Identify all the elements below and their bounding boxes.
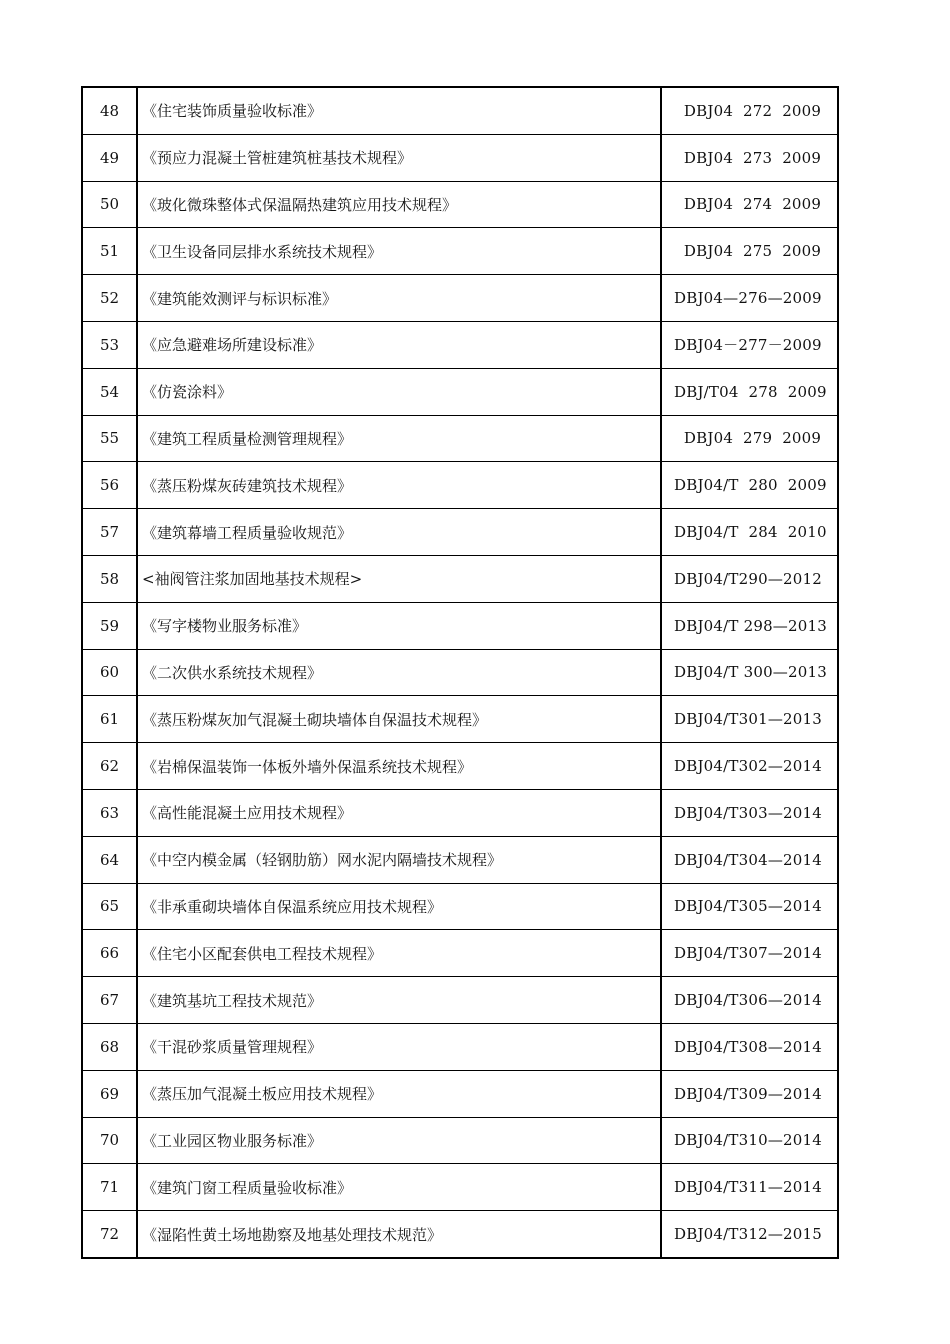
standard-code: DBJ04/T305—2014	[661, 883, 838, 930]
standard-title: 《建筑门窗工程质量验收标准》	[137, 1164, 661, 1211]
row-number: 66	[82, 930, 137, 977]
standard-code: DBJ04/T 298—2013	[661, 602, 838, 649]
table-row	[82, 789, 838, 836]
row-number: 50	[82, 181, 137, 228]
standard-code: DBJ04/T304—2014	[661, 836, 838, 883]
standard-title: 《住宅装饰质量验收标准》	[137, 87, 661, 134]
standards-table-body	[82, 87, 838, 1258]
standard-code: DBJ04/T308—2014	[661, 1023, 838, 1070]
row-number: 72	[82, 1211, 137, 1258]
standard-code: DBJ04 274 2009	[661, 181, 838, 228]
standard-title: 《高性能混凝土应用技术规程》	[137, 789, 661, 836]
row-number: 55	[82, 415, 137, 462]
table-row	[82, 977, 838, 1024]
row-number: 57	[82, 509, 137, 556]
row-number: 53	[82, 321, 137, 368]
standard-title: 《仿瓷涂料》	[137, 368, 661, 415]
table-row	[82, 181, 838, 228]
standard-title: 《建筑工程质量检测管理规程》	[137, 415, 661, 462]
table-row	[82, 930, 838, 977]
standard-title: 《应急避难场所建设标准》	[137, 321, 661, 368]
table-row	[82, 87, 838, 134]
table-row	[82, 649, 838, 696]
standard-code: DBJ04 273 2009	[661, 134, 838, 181]
standard-title: <袖阀管注浆加固地基技术规程>	[137, 555, 661, 602]
row-number: 62	[82, 743, 137, 790]
row-number: 56	[82, 462, 137, 509]
standards-table	[81, 86, 839, 1259]
standard-title: 《建筑能效测评与标识标准》	[137, 275, 661, 322]
row-number: 70	[82, 1117, 137, 1164]
standard-title: 《写字楼物业服务标准》	[137, 602, 661, 649]
standard-title: 《住宅小区配套供电工程技术规程》	[137, 930, 661, 977]
standard-code: DBJ04/T 280 2009	[661, 462, 838, 509]
row-number: 52	[82, 275, 137, 322]
row-number: 68	[82, 1023, 137, 1070]
row-number: 67	[82, 977, 137, 1024]
standard-code: DBJ04/T 284 2010	[661, 509, 838, 556]
row-number: 71	[82, 1164, 137, 1211]
standard-code: DBJ04/T309—2014	[661, 1070, 838, 1117]
row-number: 58	[82, 555, 137, 602]
standard-code: DBJ04—276—2009	[661, 275, 838, 322]
standard-title: 《二次供水系统技术规程》	[137, 649, 661, 696]
standard-code: DBJ04 275 2009	[661, 228, 838, 275]
row-number: 48	[82, 87, 137, 134]
standard-code: DBJ04/T290—2012	[661, 555, 838, 602]
standard-title: 《湿陷性黄土场地勘察及地基处理技术规范》	[137, 1211, 661, 1258]
table-row	[82, 602, 838, 649]
row-number: 54	[82, 368, 137, 415]
standard-title: 《蒸压粉煤灰加气混凝土砌块墙体自保温技术规程》	[137, 696, 661, 743]
table-row	[82, 1023, 838, 1070]
row-number: 63	[82, 789, 137, 836]
table-row	[82, 228, 838, 275]
standard-code: DBJ04/T 300—2013	[661, 649, 838, 696]
row-number: 69	[82, 1070, 137, 1117]
table-row	[82, 1070, 838, 1117]
standard-title: 《蒸压加气混凝土板应用技术规程》	[137, 1070, 661, 1117]
standard-code: DBJ04/T311—2014	[661, 1164, 838, 1211]
standard-code: DBJ04/T310—2014	[661, 1117, 838, 1164]
standard-code: DBJ04/T307—2014	[661, 930, 838, 977]
standard-title: 《干混砂浆质量管理规程》	[137, 1023, 661, 1070]
table-row	[82, 134, 838, 181]
standard-code: DBJ04/T302—2014	[661, 743, 838, 790]
row-number: 60	[82, 649, 137, 696]
table-row	[82, 368, 838, 415]
standard-title: 《非承重砌块墙体自保温系统应用技术规程》	[137, 883, 661, 930]
standard-code: DBJ04/T301—2013	[661, 696, 838, 743]
standard-code: DBJ04/T312—2015	[661, 1211, 838, 1258]
standard-title: 《预应力混凝土管桩建筑桩基技术规程》	[137, 134, 661, 181]
row-number: 59	[82, 602, 137, 649]
row-number: 49	[82, 134, 137, 181]
table-row	[82, 462, 838, 509]
table-row	[82, 1211, 838, 1258]
table-row	[82, 1164, 838, 1211]
standard-code: DBJ04 279 2009	[661, 415, 838, 462]
standard-title: 《岩棉保温装饰一体板外墙外保温系统技术规程》	[137, 743, 661, 790]
table-row	[82, 883, 838, 930]
table-row	[82, 1117, 838, 1164]
standard-title: 《工业园区物业服务标准》	[137, 1117, 661, 1164]
table-row	[82, 743, 838, 790]
row-number: 51	[82, 228, 137, 275]
table-row	[82, 275, 838, 322]
table-row	[82, 321, 838, 368]
standard-title: 《建筑基坑工程技术规范》	[137, 977, 661, 1024]
table-row	[82, 555, 838, 602]
standard-code: DBJ04 272 2009	[661, 87, 838, 134]
standard-title: 《卫生设备同层排水系统技术规程》	[137, 228, 661, 275]
table-row	[82, 696, 838, 743]
row-number: 61	[82, 696, 137, 743]
standard-title: 《玻化微珠整体式保温隔热建筑应用技术规程》	[137, 181, 661, 228]
standard-title: 《中空内模金属（轻钢肋筋）网水泥内隔墙技术规程》	[137, 836, 661, 883]
standard-title: 《建筑幕墙工程质量验收规范》	[137, 509, 661, 556]
row-number: 64	[82, 836, 137, 883]
standard-code: DBJ04/T303—2014	[661, 789, 838, 836]
table-row	[82, 836, 838, 883]
table-row	[82, 415, 838, 462]
row-number: 65	[82, 883, 137, 930]
standard-code: DBJ04/T306—2014	[661, 977, 838, 1024]
standard-code: DBJ04－277－2009	[661, 321, 838, 368]
table-row	[82, 509, 838, 556]
standard-title: 《蒸压粉煤灰砖建筑技术规程》	[137, 462, 661, 509]
standard-code: DBJ/T04 278 2009	[661, 368, 838, 415]
